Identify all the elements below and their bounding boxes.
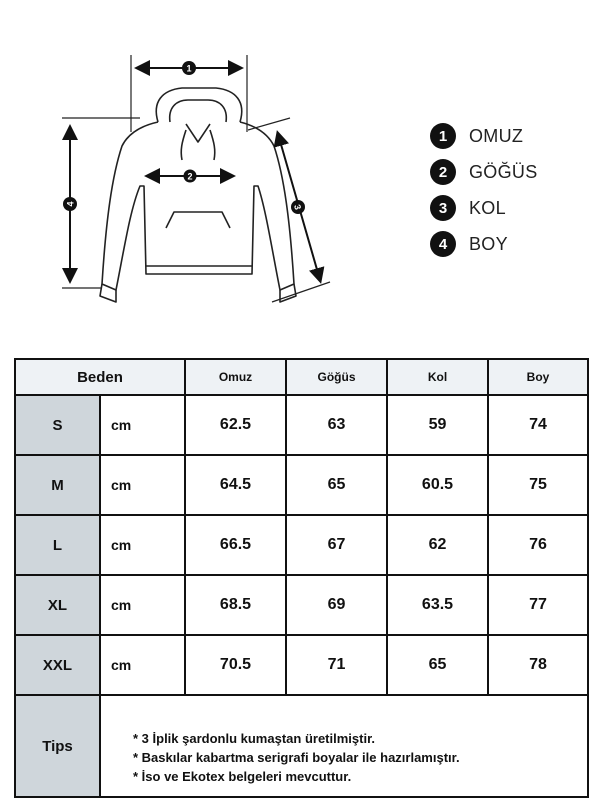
length-value: 77: [488, 575, 588, 635]
shoulder-value: 70.5: [185, 635, 286, 695]
header-chest: Göğüs: [286, 359, 387, 395]
legend-item-shoulder: [430, 118, 590, 154]
shoulder-value: 64.5: [185, 455, 286, 515]
legend-number-badge: 4: [430, 231, 456, 257]
table-row: [15, 395, 588, 455]
sleeve-value: 65: [387, 635, 488, 695]
hoodie-outline: [100, 88, 296, 302]
chest-value: 65: [286, 455, 387, 515]
unit-cell: cm: [100, 515, 185, 575]
sleeve-value: 62: [387, 515, 488, 575]
unit-cell: cm: [100, 395, 185, 455]
table-header-row: [15, 359, 588, 395]
tip-line: * Baskılar kabartma serigrafi boyalar ile hazırlamıştır.: [133, 749, 460, 765]
shoulder-value: 66.5: [185, 515, 286, 575]
legend-label: GÖĞÜS: [469, 161, 538, 182]
table-row: [15, 515, 588, 575]
svg-text:4: 4: [65, 201, 76, 207]
chest-value: 69: [286, 575, 387, 635]
unit-cell: cm: [100, 635, 185, 695]
sleeve-value: 60.5: [387, 455, 488, 515]
shoulder-value: 62.5: [185, 395, 286, 455]
marker-chest: [184, 170, 197, 183]
marker-shoulder: [182, 61, 196, 75]
legend-label: BOY: [469, 233, 508, 254]
tips-label: Tips: [15, 695, 100, 797]
size-chart-table: [14, 358, 589, 798]
svg-text:1: 1: [186, 63, 192, 74]
legend-item-length: [430, 226, 590, 262]
table-row: [15, 455, 588, 515]
header-sleeve: Kol: [387, 359, 488, 395]
legend-item-sleeve: [430, 190, 590, 226]
size-cell: S: [15, 395, 100, 455]
header-size: Beden: [15, 359, 185, 395]
marker-length: [63, 197, 77, 211]
chest-value: 63: [286, 395, 387, 455]
legend-number-badge: 2: [430, 159, 456, 185]
shoulder-value: 68.5: [185, 575, 286, 635]
tip-line: * 3 İplik şardonlu kumaştan üretilmiştir.: [133, 730, 376, 746]
sleeve-value: 63.5: [387, 575, 488, 635]
unit-cell: cm: [100, 455, 185, 515]
length-value: 74: [488, 395, 588, 455]
unit-cell: cm: [100, 575, 185, 635]
chest-value: 67: [286, 515, 387, 575]
length-value: 76: [488, 515, 588, 575]
chest-value: 71: [286, 635, 387, 695]
tips-content: [100, 695, 588, 797]
tip-line: * İso ve Ekotex belgeleri mevcuttur.: [133, 768, 352, 784]
marker-sleeve: [291, 200, 305, 214]
svg-text:2: 2: [187, 171, 193, 182]
legend-item-chest: [430, 154, 590, 190]
legend-label: KOL: [469, 197, 506, 218]
tips-row: [15, 695, 588, 797]
table-row: [15, 635, 588, 695]
header-shoulder: Omuz: [185, 359, 286, 395]
size-cell: XXL: [15, 635, 100, 695]
legend-number-badge: 1: [430, 123, 456, 149]
length-value: 75: [488, 455, 588, 515]
header-length: Boy: [488, 359, 588, 395]
size-cell: L: [15, 515, 100, 575]
table-row: [15, 575, 588, 635]
size-cell: M: [15, 455, 100, 515]
legend-label: OMUZ: [469, 125, 524, 146]
legend-number-badge: 3: [430, 195, 456, 221]
sleeve-value: 59: [387, 395, 488, 455]
size-cell: XL: [15, 575, 100, 635]
measurement-legend: [430, 118, 590, 262]
length-value: 78: [488, 635, 588, 695]
svg-text:3: 3: [292, 203, 304, 211]
